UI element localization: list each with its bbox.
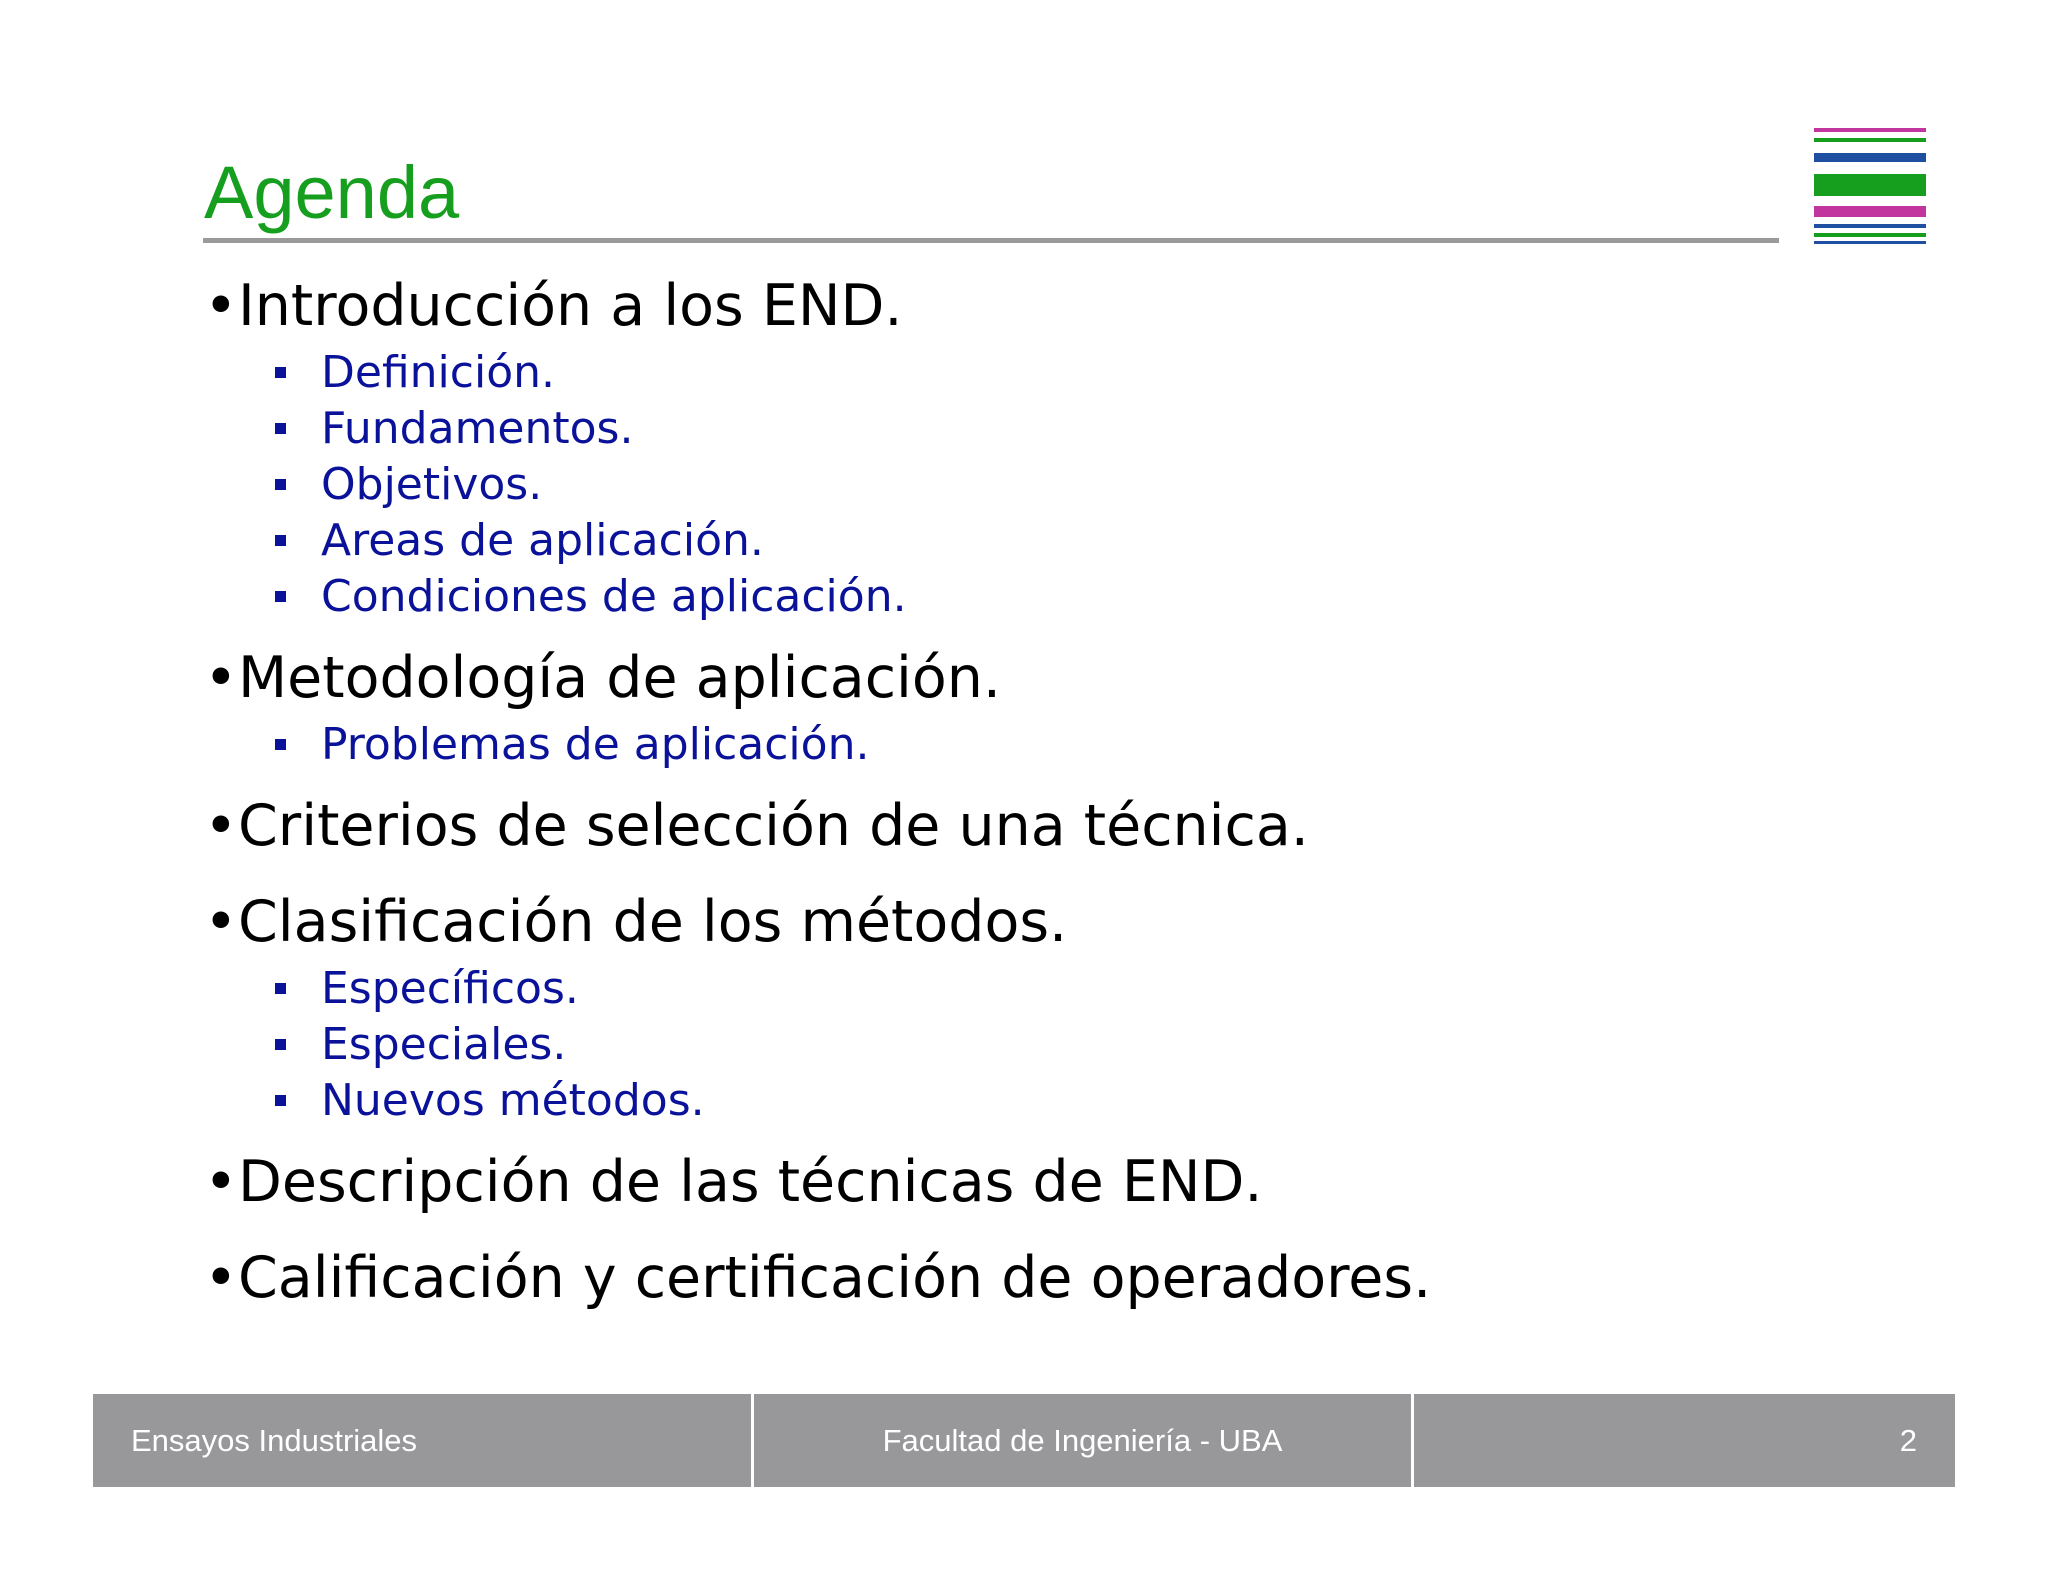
bullet: •	[204, 889, 238, 955]
subtopic-list	[204, 344, 1764, 624]
topic-text: Criterios de selección de una técnica.	[238, 793, 1309, 859]
subtopic-text: Definición.	[321, 346, 555, 398]
subtopic-text: Específicos.	[321, 962, 579, 1014]
square-bullet-icon	[275, 535, 286, 546]
topic-text: Calificación y certificación de operadores.	[238, 1245, 1432, 1311]
subtopic-text: Condiciones de aplicación.	[321, 570, 907, 622]
square-bullet-icon	[275, 367, 286, 378]
subtopic-item	[275, 716, 1764, 772]
agenda-topic	[204, 268, 1764, 640]
striped-bars-logo-icon	[1814, 128, 1926, 244]
agenda-topic	[204, 1144, 1764, 1240]
agenda-topic	[204, 1240, 1764, 1316]
agenda-list	[204, 268, 1764, 1316]
agenda-topic	[204, 640, 1764, 788]
subtopic-item	[275, 1072, 1764, 1128]
square-bullet-icon	[275, 591, 286, 602]
topic-text: Clasificación de los métodos.	[238, 889, 1068, 955]
footer-course-name: Ensayos Industriales	[93, 1394, 751, 1487]
agenda-topic	[204, 788, 1764, 884]
subtopic-item	[275, 400, 1764, 456]
bullet: •	[204, 793, 238, 859]
bullet: •	[204, 645, 238, 711]
slide-footer	[93, 1394, 1955, 1487]
footer-institution: Facultad de Ingeniería - UBA	[754, 1394, 1411, 1487]
square-bullet-icon	[275, 1039, 286, 1050]
topic-text: Descripción de las técnicas de END.	[238, 1149, 1263, 1215]
square-bullet-icon	[275, 1095, 286, 1106]
subtopic-item	[275, 344, 1764, 400]
subtopic-item	[275, 1016, 1764, 1072]
square-bullet-icon	[275, 479, 286, 490]
subtopic-text: Fundamentos.	[321, 402, 634, 454]
subtopic-text: Areas de aplicación.	[321, 514, 764, 566]
square-bullet-icon	[275, 423, 286, 434]
subtopic-item	[275, 456, 1764, 512]
footer-page-number: 2	[1414, 1394, 1955, 1487]
subtopic-text: Objetivos.	[321, 458, 543, 510]
bullet: •	[204, 1149, 238, 1215]
bullet: •	[204, 1245, 238, 1311]
subtopic-text: Problemas de aplicación.	[321, 718, 870, 770]
subtopic-list	[204, 960, 1764, 1128]
topic-text: Metodología de aplicación.	[238, 645, 1002, 711]
topic-text: Introducción a los END.	[238, 273, 903, 339]
subtopic-text: Nuevos métodos.	[321, 1074, 705, 1126]
bullet: •	[204, 273, 238, 339]
slide-title: Agenda	[204, 151, 460, 234]
subtopic-item	[275, 512, 1764, 568]
subtopic-list	[204, 716, 1764, 772]
agenda-topic	[204, 884, 1764, 1144]
square-bullet-icon	[275, 983, 286, 994]
subtopic-text: Especiales.	[321, 1018, 567, 1070]
subtopic-item	[275, 568, 1764, 624]
subtopic-item	[275, 960, 1764, 1016]
title-underline	[203, 238, 1779, 243]
square-bullet-icon	[275, 739, 286, 750]
